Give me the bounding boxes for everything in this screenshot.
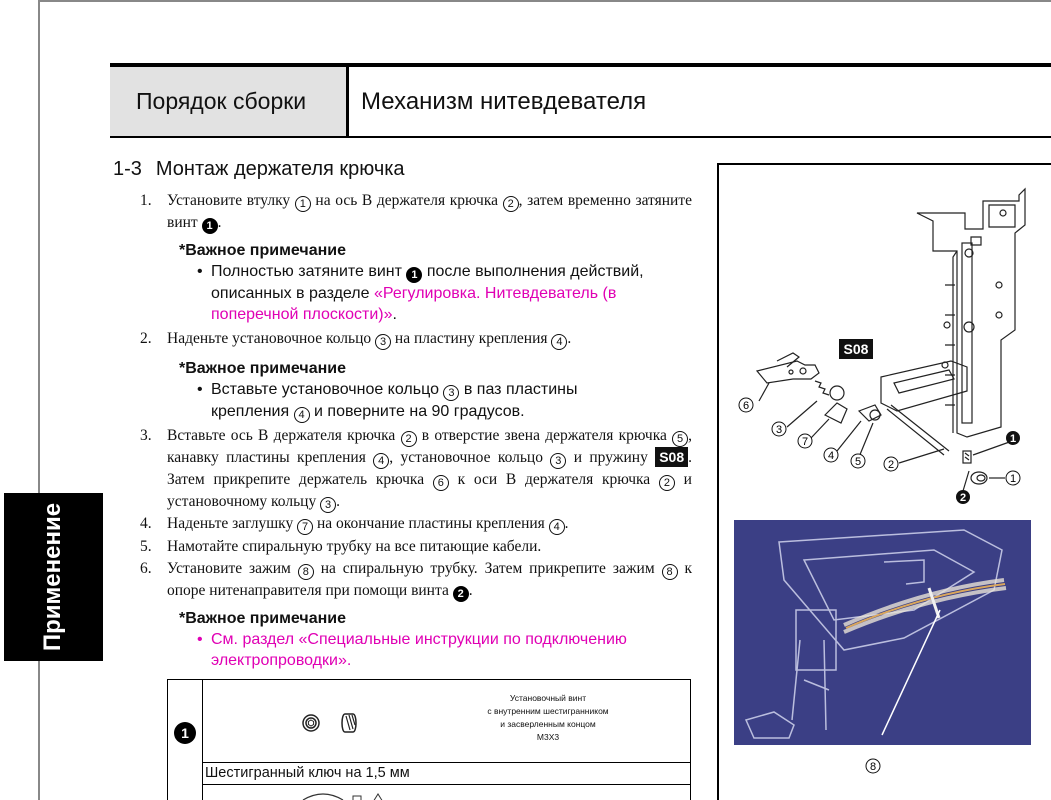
part-ref: 2 bbox=[659, 475, 675, 491]
callout: 4 bbox=[827, 450, 835, 462]
part-ref: 3 bbox=[443, 385, 459, 401]
step-number: 2. bbox=[140, 330, 152, 347]
screw-ref: 2 bbox=[453, 586, 469, 602]
part-ref: 4 bbox=[294, 407, 310, 423]
spring-tag: S08 bbox=[655, 447, 688, 467]
parts-description: Установочный винт с внутренним шестигранником и засверленным концом M3X3 bbox=[487, 693, 609, 742]
side-tab bbox=[4, 493, 103, 661]
parts-number: 1 bbox=[174, 722, 196, 744]
parts-next-row bbox=[168, 785, 203, 800]
step-2 bbox=[140, 328, 692, 350]
note-bullet: • Полностью затяните винт 1 после выполнения действий, описанных в разделе «Регулировка. Нитевдеватель (в поперечной плоскости)». bbox=[179, 261, 699, 325]
step-4 bbox=[140, 513, 692, 535]
page-header bbox=[110, 63, 1051, 138]
callout: 3 bbox=[775, 424, 783, 436]
step-3 bbox=[140, 425, 692, 513]
header-section-label: Порядок сборки bbox=[110, 67, 346, 136]
step-text: Наденьте установочное кольцо 3 на пластину крепления 4 . bbox=[167, 330, 572, 348]
part-ref: 8 bbox=[662, 564, 678, 580]
part-ref: 2 bbox=[503, 196, 519, 212]
parts-number-cell bbox=[168, 680, 203, 785]
page-left-rule bbox=[38, 0, 40, 800]
part-ref: 5 bbox=[672, 431, 688, 447]
part-ref: 1 bbox=[295, 196, 311, 212]
part-ref: 7 bbox=[297, 519, 313, 535]
part-ref: 2 bbox=[401, 431, 417, 447]
subheading bbox=[113, 158, 405, 181]
step-1 bbox=[140, 190, 692, 234]
note-title: *Важное примечание bbox=[179, 610, 346, 627]
screw-ref: 1 bbox=[202, 218, 218, 234]
step-number: 1. bbox=[140, 192, 152, 209]
important-note-2 bbox=[179, 358, 659, 423]
part-ref: 8 bbox=[298, 564, 314, 580]
note-title: *Важное примечание bbox=[179, 360, 346, 377]
parts-table bbox=[167, 679, 691, 800]
callout: 5 bbox=[854, 456, 862, 468]
subheading-text: Монтаж держателя крючка bbox=[155, 158, 405, 180]
callout: 1 bbox=[1009, 433, 1017, 445]
step-number: 5. bbox=[140, 538, 152, 555]
step-text: Установите зажим 8 на спиральную трубку. Затем прикрепите зажим 8 к опоре нитенаправителя при помощи винта 2 . bbox=[167, 560, 692, 600]
side-tab-label: Применение bbox=[39, 502, 67, 652]
important-note-3 bbox=[179, 608, 689, 671]
part-ref: 3 bbox=[375, 334, 391, 350]
next-part-icon bbox=[293, 790, 413, 800]
part-ref: 6 bbox=[433, 475, 449, 491]
note-link[interactable]: «Регулировка. Нитевдеватель (в поперечной плоскости)» bbox=[211, 285, 617, 323]
note-bullet: • Вставьте установочное кольцо 3 в паз пластины крепления 4 и поверните на 90 градусов. bbox=[179, 379, 659, 423]
step-number: 3. bbox=[140, 427, 152, 444]
part-ref: 4 bbox=[373, 453, 389, 469]
svg-text:8: 8 bbox=[869, 761, 877, 773]
callout: 6 bbox=[742, 400, 750, 412]
set-screw-icon bbox=[301, 710, 367, 736]
subheading-number: 1-3 bbox=[113, 158, 142, 180]
exploded-view-diagram bbox=[719, 165, 1051, 520]
screw-ref: 1 bbox=[406, 267, 422, 283]
step-number: 4. bbox=[140, 515, 152, 532]
step-text: Намотайте спиральную трубку на все питающие кабели. bbox=[167, 538, 542, 555]
step-number: 6. bbox=[140, 560, 152, 577]
callout: 7 bbox=[801, 436, 809, 448]
callout: 1 bbox=[1009, 473, 1017, 485]
part-ref: 3 bbox=[320, 497, 336, 513]
note-link[interactable]: • См. раздел «Специальные инструкции по подключению электропроводки». bbox=[179, 629, 689, 671]
callout: 2 bbox=[959, 492, 967, 504]
part-ref: 4 bbox=[549, 519, 565, 535]
step-5 bbox=[140, 536, 692, 557]
step-text: Установите втулку 1 на ось B держателя крючка 2 , затем временно затяните винт 1 . bbox=[167, 192, 692, 232]
part-ref: 3 bbox=[550, 453, 566, 469]
parts-tool-row: Шестигранный ключ на 1,5 мм bbox=[203, 762, 690, 785]
callout: 2 bbox=[887, 459, 895, 471]
photo-illustration bbox=[734, 520, 1031, 745]
page-top-rule bbox=[38, 0, 1051, 2]
photo-callout bbox=[860, 734, 890, 774]
important-note-1 bbox=[179, 240, 699, 325]
step-6 bbox=[140, 558, 692, 602]
part-ref: 4 bbox=[551, 334, 567, 350]
figure-spring-tag: S08 bbox=[843, 341, 869, 357]
header-title: Механизм нитевдевателя bbox=[361, 87, 647, 115]
note-title: *Важное примечание bbox=[179, 242, 346, 259]
step-text: Вставьте ось B держателя крючка 2 в отверстие звена держателя крючка 5 , канавку пластины крепления 4 , установочное кольцо 3 и пружину S08 . Затем прикрепите держатель крючка 6 к оси B держателя крючка 2 и установочному кольцу 3 . bbox=[167, 427, 692, 511]
step-text: Наденьте заглушку 7 на окончание пластины крепления 4 . bbox=[167, 515, 569, 533]
